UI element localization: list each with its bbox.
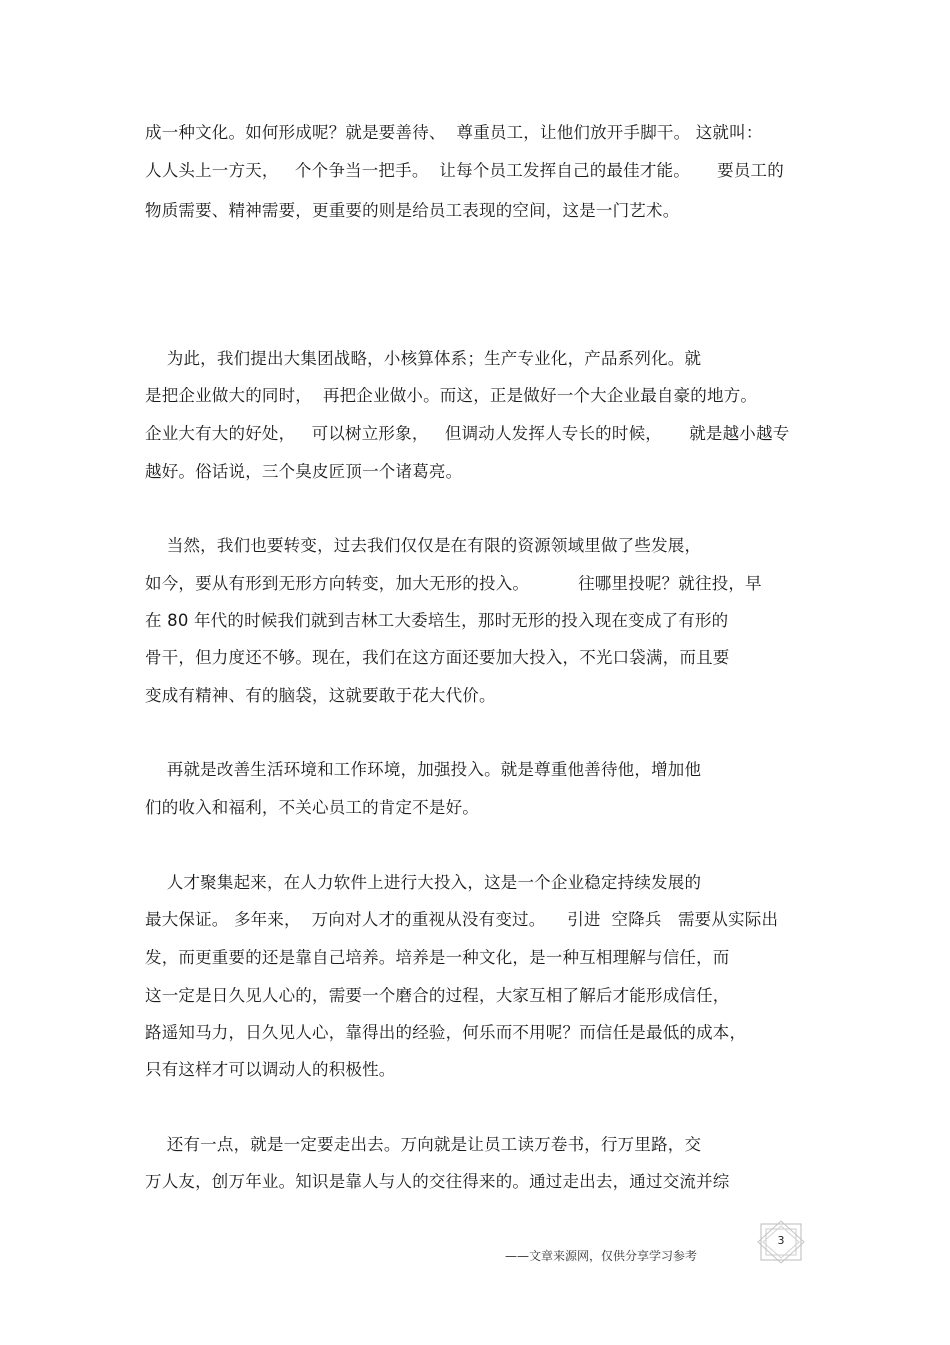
- page-number: 3: [777, 1234, 785, 1247]
- text-line: 物质需要、精神需要，更重要的则是给员工表现的空间，这是一门艺术。: [145, 201, 680, 220]
- text-line: 只有这样才可以调动人的积极性。: [145, 1060, 396, 1079]
- text-line: 当然，我们也要转变，过去我们仅仅是在有限的资源领域里做了些发展，: [145, 536, 702, 555]
- source-note: ——文章来源网，仅供分享学习参考: [505, 1249, 698, 1263]
- text-line: 再就是改善生活环境和工作环境，加强投入。就是尊重他善待他，增加他: [145, 760, 702, 779]
- text-line: 最大保证。 多年来， 万向对人才的重视从没有变过。 引进 空降兵 需要从实际出: [145, 910, 779, 929]
- text-line: 成一种文化。如何形成呢？就是要善待、 尊重员工，让他们放开手脚干。 这就叫：: [145, 123, 763, 142]
- text-line: 在 80 年代的时候我们就到吉林工大委培生，那时无形的投入现在变成了有形的: [145, 611, 729, 630]
- text-line: 人才聚集起来，在人力软件上进行大投入，这是一个企业稳定持续发展的: [145, 873, 702, 892]
- text-line: 为此，我们提出大集团战略，小核算体系；生产专业化，产品系列化。就: [145, 349, 702, 368]
- text-line: 变成有精神、有的脑袋，这就要敢于花大代价。: [145, 686, 496, 705]
- text-line: 们的收入和福利，不关心员工的肯定不是好。: [145, 798, 479, 817]
- text-line: 人人头上一方天， 个个争当一把手。 让每个员工发挥自己的最佳才能。 要员工的: [145, 161, 784, 180]
- text-line: 路遥知马力，日久见人心，靠得出的经验，何乐而不用呢？而信任是最低的成本，: [145, 1023, 747, 1042]
- text-line: 发，而更重要的还是靠自己培养。培养是一种文化，是一种互相理解与信任，而: [145, 948, 730, 967]
- text-line: 企业大有大的好处， 可以树立形象， 但调动人发挥人专长的时候， 就是越小越专: [145, 424, 790, 443]
- text-line: 还有一点，就是一定要走出去。万向就是让员工读万卷书，行万里路，交: [145, 1135, 702, 1154]
- text-line: 这一定是日久见人心的，需要一个磨合的过程，大家互相了解后才能形成信任，: [145, 986, 730, 1005]
- text-line: 是把企业做大的同时， 再把企业做小。而这，正是做好一个大企业最自豪的地方。: [145, 386, 758, 405]
- text-line: 万人友，创万年业。知识是靠人与人的交往得来的。通过走出去，通过交流并综: [145, 1172, 730, 1191]
- text-line: 如今，要从有形到无形方向转变，加大无形的投入。 往哪里投呢？就往投，早: [145, 574, 762, 593]
- text-line: 骨干，但力度还不够。现在，我们在这方面还要加大投入，不光口袋满，而且要: [145, 648, 730, 667]
- text-line: 越好。俗话说，三个臭皮匠顶一个诸葛亮。: [145, 462, 463, 481]
